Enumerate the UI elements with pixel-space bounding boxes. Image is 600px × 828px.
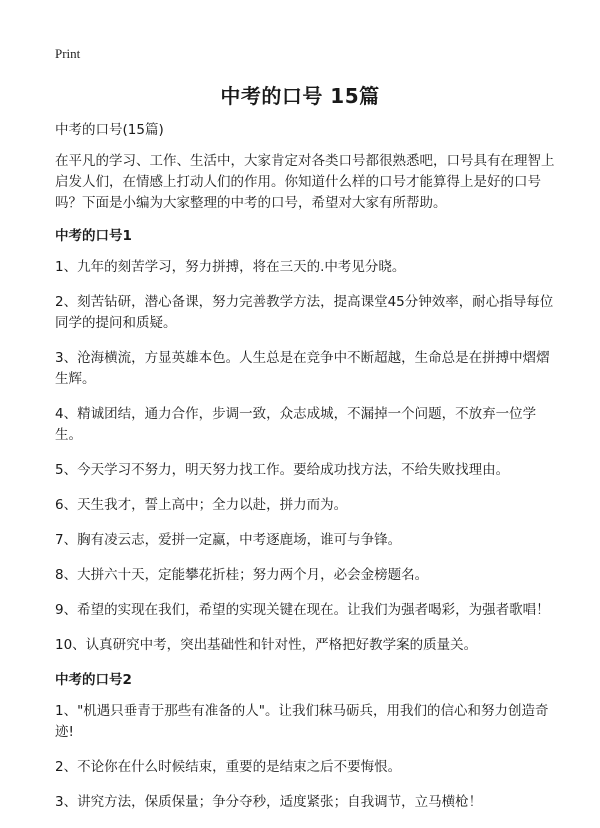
slogan-item: 1、"机遇只垂青于那些有准备的人"。让我们秣马砺兵，用我们的信心和努力创造奇迹! (55, 703, 549, 740)
slogan-item: 3、讲究方法，保质保量；争分夺秒，适度紧张；自我调节，立马横枪！ (55, 794, 483, 810)
slogan-item: 5、今天学习不努力，明天努力找工作。要给成功找方法，不给失败找理由。 (55, 462, 510, 478)
section-2 (55, 670, 555, 813)
slogan-item: 2、刻苦钻研，潜心备课，努力完善教学方法，提高课堂45分钟效率，耐心指导每位同学的提问和质疑。 (55, 294, 554, 331)
slogan-item: 3、沧海横流，方显英雄本色。人生总是在竞争中不断超越，生命总是在拼搏中熠熠生辉。 (55, 350, 550, 387)
print-link[interactable]: Print (55, 46, 81, 61)
section-1 (55, 226, 555, 656)
page-title: 中考的口号 15篇 (220, 84, 380, 108)
section-heading: 中考的口号1 (55, 228, 132, 244)
section-heading: 中考的口号2 (55, 672, 132, 688)
slogan-item: 10、认真研究中考，突出基础性和针对性，严格把好教学案的质量关。 (55, 637, 478, 653)
slogan-item: 6、天生我才，誓上高中；全力以赴，拼力而为。 (55, 497, 348, 513)
article-subtitle: 中考的口号(15篇) (55, 122, 164, 138)
slogan-item: 7、胸有凌云志，爱拼一定赢，中考逐鹿场，谁可与争锋。 (55, 532, 402, 548)
slogan-item: 1、九年的刻苦学习，努力拼搏，将在三天的.中考见分晓。 (55, 259, 406, 275)
slogan-item: 2、不论你在什么时候结束，重要的是结束之后不要悔恨。 (55, 759, 402, 775)
slogan-item: 8、大拼六十天，定能攀花折桂；努力两个月，必会金榜题名。 (55, 567, 429, 583)
intro-paragraph: 在平凡的学习、工作、生活中，大家肯定对各类口号都很熟悉吧，口号具有在理智上启发人们，在情感上打动人们的作用。你知道什么样的口号才能算得上是好的口号吗？下面是小编为大家整理的中考的口号，希望对大家有所帮助。 (55, 153, 555, 211)
slogan-item: 4、精诚团结，通力合作，步调一致，众志成城，不漏掉一个问题，不放弃一位学生。 (55, 406, 537, 443)
slogan-item: 9、希望的实现在我们，希望的实现关键在现在。让我们为强者喝彩，为强者歌唱！ (55, 602, 550, 618)
article-body (55, 120, 555, 827)
